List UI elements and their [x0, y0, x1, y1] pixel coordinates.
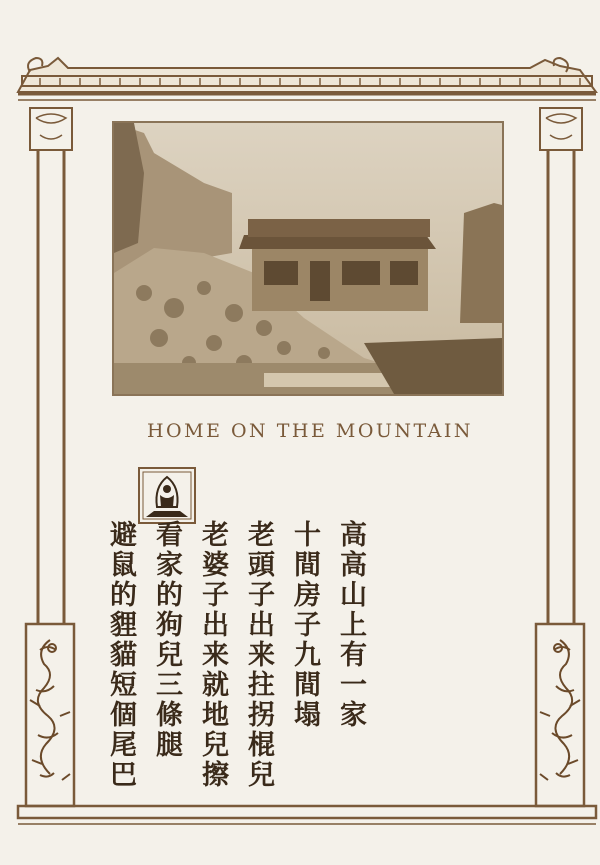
poem-line-5: 看家的狗兒三條腿	[151, 520, 182, 760]
poem-line-3: 老頭子出来拄拐棍兒	[243, 520, 274, 790]
poem-line-6: 避鼠的貍貓短個尾巴	[105, 520, 136, 790]
ruined-house-photo	[112, 121, 504, 396]
tile-roof-icon	[18, 58, 596, 100]
left-pillar	[26, 150, 74, 806]
page-title: HOME ON THE MOUNTAIN	[146, 420, 474, 442]
poem-line-4: 老婆子出来就地兒擦	[197, 520, 228, 790]
right-pillar	[536, 150, 584, 806]
seal-figure	[140, 469, 194, 522]
poem-line-2: 十間房子九間塌	[289, 520, 320, 730]
left-dragon-icon	[30, 640, 70, 780]
poem	[78, 520, 368, 810]
right-dragon-icon	[540, 640, 580, 780]
poem-line-1: 高高山上有一家	[335, 520, 366, 730]
photo-illustration	[114, 123, 502, 394]
seal-stamp-icon	[138, 467, 196, 524]
